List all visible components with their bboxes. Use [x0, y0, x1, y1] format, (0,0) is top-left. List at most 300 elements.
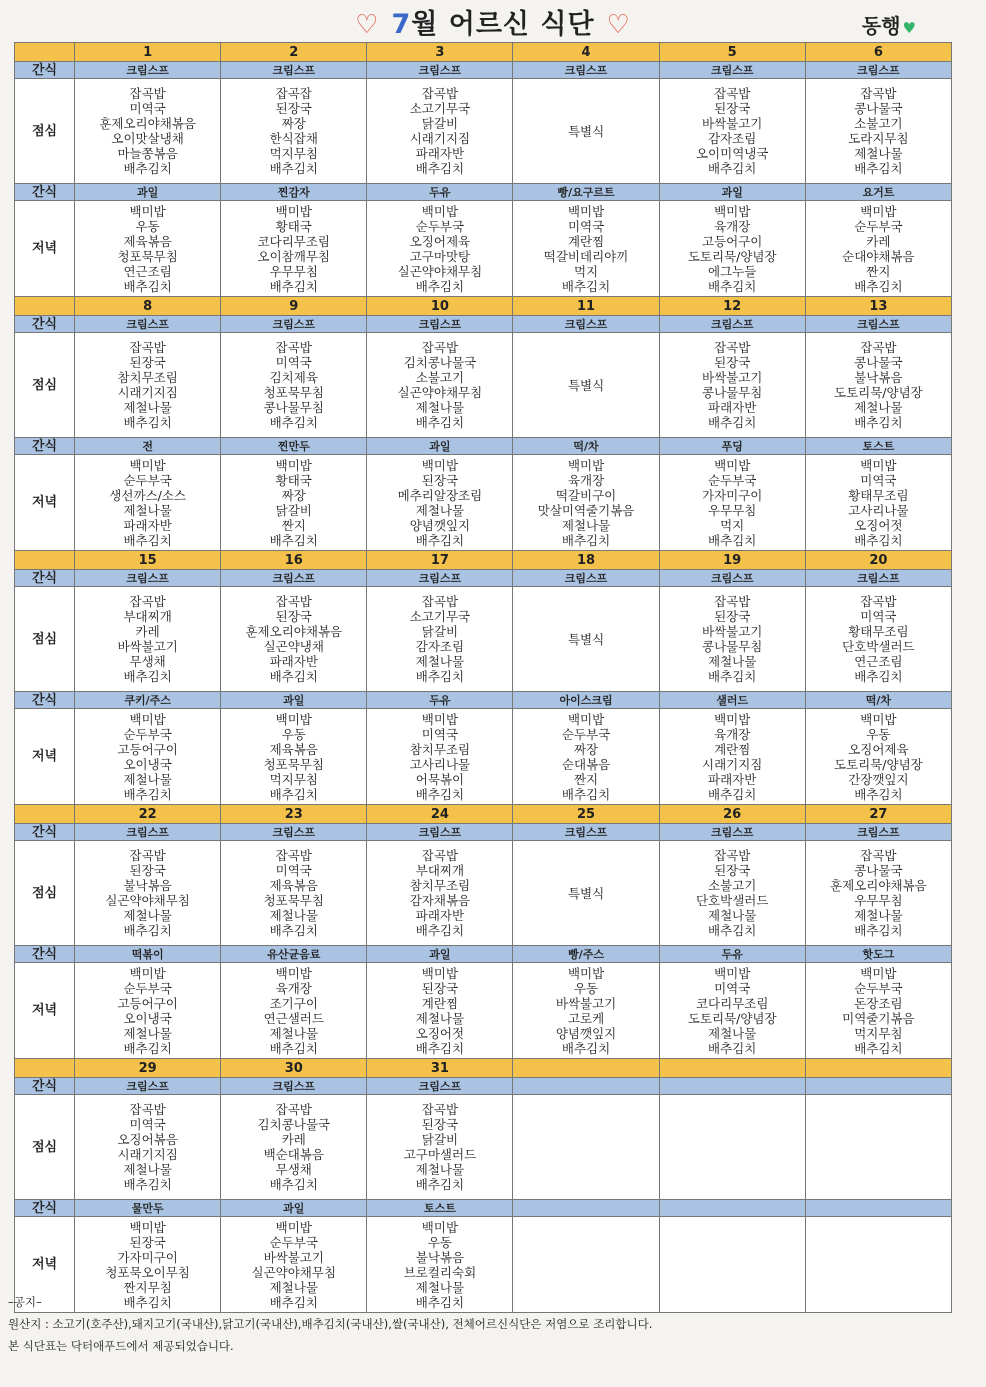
dish-item: 가자미구이	[117, 1249, 178, 1265]
dinner-menu	[513, 709, 659, 805]
dish-item: 배추김치	[708, 532, 757, 548]
pm-snack: 샐러드	[659, 692, 805, 709]
dish-item: 시래기지짐	[117, 385, 178, 400]
dish-item: 잡곡밥	[714, 340, 751, 355]
pm-snack: 아이스크림	[513, 692, 659, 709]
dinner-menu	[75, 963, 221, 1059]
pm-snack-row	[15, 438, 952, 455]
lunch-label: 점심	[15, 1095, 75, 1200]
dish-item: 미역국	[129, 1117, 166, 1132]
dish-item: 배추김치	[415, 1177, 465, 1192]
day-date: 6	[805, 43, 951, 62]
lunch-menu	[805, 587, 951, 692]
dish-item: 오징어제육	[409, 233, 471, 249]
dish-item: 미역국	[567, 218, 605, 234]
dish-item: 배추김치	[123, 161, 172, 176]
dish-item: 배추김치	[561, 786, 611, 802]
dish-item: 부대찌개	[123, 609, 172, 624]
dinner-menu	[367, 963, 513, 1059]
dish-item: 짠지	[281, 517, 306, 533]
dish-item: 바싹불고기	[117, 639, 178, 654]
lunch-menu	[659, 587, 805, 692]
dish-item: 오이냉국	[123, 756, 172, 772]
pm-snack	[513, 1200, 659, 1217]
day-date	[513, 1059, 659, 1078]
am-snack: 크림스프	[221, 824, 367, 841]
lunch-row	[15, 79, 952, 184]
dish-item: 제육볶음	[269, 741, 318, 757]
dish-item: 백미밥	[129, 965, 166, 981]
dish-item: 파래자반	[269, 654, 318, 669]
dish-item: 배추김치	[708, 1040, 757, 1056]
dish-item: 바싹불고기	[555, 995, 617, 1011]
dish-item: 배추김치	[415, 415, 465, 430]
dish-item: 배추김치	[269, 1040, 318, 1056]
am-snack-row	[15, 570, 952, 587]
dish-item: 실곤약야채무침	[397, 263, 483, 279]
dish-item: 코다리무조림	[257, 233, 330, 249]
dish-item: 백미밥	[421, 457, 459, 473]
dish-item: 양념깻잎지	[409, 517, 471, 533]
pm-snack-row	[15, 692, 952, 709]
dish-item: 소불고기	[854, 116, 903, 131]
lunch-menu	[513, 333, 659, 438]
dish-item: 청포묵무침	[117, 248, 178, 264]
month-number: 7	[391, 9, 412, 40]
heart-outline-icon: ♡	[606, 10, 631, 40]
day-date: 26	[659, 805, 805, 824]
dish-item: 배추김치	[854, 278, 903, 294]
dinner-menu	[513, 455, 659, 551]
dish-item: 한식잡채	[269, 131, 318, 146]
day-date: 27	[805, 805, 951, 824]
dish-item: 순대야채볶음	[842, 248, 915, 264]
am-snack-row	[15, 62, 952, 79]
pm-snack: 떡/차	[513, 438, 659, 455]
dish-item: 배추김치	[708, 786, 757, 802]
lunch-menu	[513, 587, 659, 692]
dish-item: 된장국	[421, 1117, 459, 1132]
dish-item: 제철나물	[269, 1025, 318, 1041]
date-row	[15, 805, 952, 824]
dish-item: 된장국	[129, 1234, 166, 1250]
dish-item: 황태국	[275, 472, 312, 488]
dish-item: 미역국	[421, 726, 459, 742]
dinner-menu	[367, 201, 513, 297]
dish-item: 제철나물	[269, 1279, 318, 1295]
dish-item: 백미밥	[275, 457, 312, 473]
dish-item: 에그누들	[708, 263, 757, 279]
dish-item: 배추김치	[415, 532, 465, 548]
lunch-menu	[659, 841, 805, 946]
lunch-menu	[221, 841, 367, 946]
dish-item: 제철나물	[708, 1025, 757, 1041]
dish-item: 잡곡밥	[275, 340, 312, 355]
dish-item: 잡곡밥	[714, 594, 751, 609]
snack-label: 간식	[15, 438, 75, 455]
dish-item: 미역줄기볶음	[842, 1010, 915, 1026]
dish-item: 제철나물	[415, 654, 465, 669]
dish-item: 배추김치	[123, 1177, 172, 1192]
dish-item: 백미밥	[275, 1219, 312, 1235]
dish-item: 무생채	[129, 654, 166, 669]
day-date: 8	[75, 297, 221, 316]
dish-item: 부대찌개	[415, 863, 465, 878]
lunch-menu	[367, 79, 513, 184]
dish-item: 잡곡밥	[129, 340, 166, 355]
dish-item: 메추리알장조림	[397, 487, 483, 503]
dish-item: 먹지	[573, 263, 599, 279]
menu-table	[14, 42, 952, 1313]
day-date: 22	[75, 805, 221, 824]
dish-item: 잡곡밥	[275, 594, 312, 609]
dish-item: 소불고기	[708, 878, 757, 893]
dish-item: 고구마샐러드	[403, 1147, 477, 1162]
dish-item: 카레	[135, 624, 160, 639]
dish-item: 잡곡밥	[275, 1102, 312, 1117]
am-snack: 크림스프	[805, 62, 951, 79]
dish-item: 된장국	[421, 472, 459, 488]
dinner-label: 저녁	[15, 1217, 75, 1313]
dish-item: 콩나물무침	[702, 639, 763, 654]
title-text: 월 어르신 식단	[411, 9, 595, 40]
dish-item: 된장국	[275, 101, 312, 116]
dish-item: 제철나물	[269, 908, 318, 923]
dish-item: 먹지무침	[854, 1025, 903, 1041]
snack-label: 간식	[15, 692, 75, 709]
dinner-label: 저녁	[15, 455, 75, 551]
dish-item: 된장국	[129, 355, 166, 370]
dish-item: 단호박샐러드	[842, 639, 915, 654]
dish-item: 된장국	[714, 101, 751, 116]
day-date	[659, 1059, 805, 1078]
am-snack: 크림스프	[75, 1078, 221, 1095]
lunch-menu	[221, 333, 367, 438]
dish-item: 우동	[573, 980, 599, 996]
dish-item: 도토리묵/양념장	[834, 756, 923, 772]
dish-item: 제철나물	[415, 502, 465, 518]
dish-item: 청포묵무침	[263, 893, 324, 908]
am-snack: 크림스프	[367, 316, 513, 333]
lunch-label: 점심	[15, 587, 75, 692]
notice-section	[8, 1291, 978, 1357]
dish-item: 오징어젓	[415, 1025, 465, 1041]
dish-item: 제철나물	[561, 517, 611, 533]
dish-item: 제육볶음	[123, 233, 172, 249]
dish-item: 된장국	[129, 863, 166, 878]
pm-snack: 과일	[659, 184, 805, 201]
dish-item: 배추김치	[708, 415, 757, 430]
dish-item: 미역국	[129, 101, 166, 116]
dish-item: 배추김치	[123, 532, 172, 548]
page-title	[0, 2, 986, 41]
am-snack: 크림스프	[75, 570, 221, 587]
day-date: 18	[513, 551, 659, 570]
dish-item: 배추김치	[269, 923, 318, 938]
dish-item: 된장국	[421, 980, 459, 996]
dinner-label: 저녁	[15, 201, 75, 297]
notice-heading: –공지–	[8, 1295, 42, 1309]
dish-item: 연근샐러드	[263, 1010, 324, 1026]
am-snack: 크림스프	[221, 316, 367, 333]
provider-notice: 본 식단표는 닥터애푸드에서 제공되었습니다.	[8, 1339, 234, 1353]
dish-item: 불낙볶음	[415, 1249, 465, 1265]
dish-item: 된장국	[714, 863, 751, 878]
dish-item: 순두부국	[123, 472, 172, 488]
date-row	[15, 551, 952, 570]
lunch-menu	[75, 1095, 221, 1200]
dish-item: 육개장	[567, 472, 605, 488]
lunch-menu	[659, 333, 805, 438]
dish-item: 우동	[281, 726, 306, 742]
dinner-menu	[75, 709, 221, 805]
dish-item: 배추김치	[854, 415, 903, 430]
dish-item: 순대볶음	[561, 756, 611, 772]
am-snack: 크림스프	[513, 316, 659, 333]
dish-item: 잡곡밥	[860, 594, 897, 609]
dish-item: 훈제오리야채볶음	[830, 878, 927, 893]
dish-item: 제철나물	[123, 908, 172, 923]
dish-item: 제육볶음	[269, 878, 318, 893]
dish-item: 미역국	[860, 609, 897, 624]
dish-item: 황태무조림	[848, 487, 909, 503]
am-snack: 크림스프	[659, 570, 805, 587]
dish-item: 소고기무국	[409, 101, 471, 116]
dish-item: 특별식	[567, 123, 605, 139]
dish-item: 떡갈비구이	[555, 487, 617, 503]
dish-item: 제철나물	[415, 1010, 465, 1026]
am-snack: 크림스프	[805, 316, 951, 333]
dish-item: 황태국	[275, 218, 312, 234]
lunch-menu	[367, 1095, 513, 1200]
dish-item: 단호박샐러드	[695, 893, 769, 908]
lunch-menu	[221, 1095, 367, 1200]
dinner-row	[15, 201, 952, 297]
pm-snack: 푸딩	[659, 438, 805, 455]
dish-item: 잡곡밥	[275, 848, 312, 863]
dish-item: 짠지	[866, 263, 891, 279]
dish-item: 카레	[281, 1132, 306, 1147]
am-snack	[513, 1078, 659, 1095]
lunch-menu	[75, 79, 221, 184]
dish-item: 브로컬리숙회	[403, 1264, 477, 1280]
dish-item: 특별식	[567, 377, 605, 393]
dish-item: 우무무침	[854, 893, 903, 908]
dish-item: 청포묵무침	[263, 756, 324, 772]
dish-item: 파래자반	[415, 146, 465, 161]
day-date: 30	[221, 1059, 367, 1078]
dish-item: 도토리묵/양념장	[687, 1010, 777, 1026]
am-snack: 크림스프	[221, 570, 367, 587]
dish-item: 콩나물무침	[702, 385, 763, 400]
snack-label: 간식	[15, 570, 75, 587]
am-snack: 크림스프	[367, 62, 513, 79]
dish-item: 조기구이	[269, 995, 318, 1011]
dish-item: 짠지무침	[123, 1279, 172, 1295]
dinner-menu	[805, 963, 951, 1059]
dish-item: 계란찜	[714, 741, 751, 757]
dish-item: 육개장	[714, 726, 751, 742]
dish-item: 바싹불고기	[702, 116, 763, 131]
dish-item: 고등어구이	[702, 233, 763, 249]
day-date: 29	[75, 1059, 221, 1078]
am-snack: 크림스프	[659, 62, 805, 79]
snack-label: 간식	[15, 1078, 75, 1095]
dish-item: 배추김치	[854, 669, 903, 684]
dish-item: 배추김치	[123, 669, 172, 684]
dish-item: 연근조림	[854, 654, 903, 669]
dish-item: 계란찜	[421, 995, 459, 1011]
dish-item: 바싹불고기	[702, 624, 763, 639]
dinner-menu	[659, 455, 805, 551]
dish-item: 백미밥	[860, 711, 897, 727]
am-snack: 크림스프	[221, 1078, 367, 1095]
dish-item: 파래자반	[415, 908, 465, 923]
dish-item: 바싹불고기	[702, 370, 763, 385]
dinner-menu	[367, 709, 513, 805]
day-date: 16	[221, 551, 367, 570]
pm-snack: 찐감자	[221, 184, 367, 201]
dish-item: 배추김치	[561, 278, 611, 294]
dinner-menu	[513, 963, 659, 1059]
dish-item: 배추김치	[123, 415, 172, 430]
day-date: 4	[513, 43, 659, 62]
dish-item: 제철나물	[123, 400, 172, 415]
dish-item: 잡곡밥	[860, 340, 897, 355]
dish-item: 김치제육	[269, 370, 318, 385]
dinner-menu	[513, 201, 659, 297]
dish-item: 배추김치	[854, 161, 903, 176]
dish-item: 훈제오리야채볶음	[245, 624, 343, 639]
dish-item: 잡곡밥	[421, 848, 459, 863]
dish-item: 배추김치	[269, 161, 318, 176]
dish-item: 콩나물무침	[263, 400, 324, 415]
dish-item: 백미밥	[567, 203, 605, 219]
snack-label: 간식	[15, 62, 75, 79]
lunch-menu	[513, 1095, 659, 1200]
dish-item: 고구마맛탕	[409, 248, 471, 264]
pm-snack: 두유	[367, 692, 513, 709]
dish-item: 배추김치	[415, 1294, 465, 1310]
am-snack: 크림스프	[513, 824, 659, 841]
dish-item: 백미밥	[714, 457, 751, 473]
dish-item: 순두부국	[854, 218, 903, 234]
dish-item: 간장깻잎지	[848, 771, 909, 787]
dish-item: 백미밥	[421, 711, 459, 727]
heart-icon: ♥	[902, 19, 916, 37]
dish-item: 잡곡밥	[421, 86, 459, 101]
snack-label: 간식	[15, 184, 75, 201]
dish-item: 김치콩나물국	[257, 1117, 330, 1132]
date-row	[15, 1059, 952, 1078]
date-row-label	[15, 1059, 75, 1078]
pm-snack: 과일	[367, 438, 513, 455]
am-snack	[659, 1078, 805, 1095]
dish-item: 콩나물국	[854, 863, 903, 878]
lunch-row	[15, 1095, 952, 1200]
dish-item: 배추김치	[415, 161, 465, 176]
lunch-menu	[805, 79, 951, 184]
dish-item: 배추김치	[854, 1040, 903, 1056]
dish-item: 제철나물	[415, 1279, 465, 1295]
dish-item: 제철나물	[708, 908, 757, 923]
dish-item: 배추김치	[269, 786, 318, 802]
dish-item: 특별식	[567, 631, 605, 647]
date-row-label	[15, 43, 75, 62]
pm-snack: 토스트	[805, 438, 951, 455]
dish-item: 잡곡밥	[421, 594, 459, 609]
dish-item: 실곤약냉채	[263, 639, 324, 654]
dish-item: 제철나물	[415, 1162, 465, 1177]
pm-snack: 요거트	[805, 184, 951, 201]
pm-snack-row	[15, 1200, 952, 1217]
dinner-menu	[805, 455, 951, 551]
am-snack: 크림스프	[221, 62, 367, 79]
dish-item: 우동	[135, 218, 160, 234]
lunch-menu	[367, 333, 513, 438]
snack-label: 간식	[15, 1200, 75, 1217]
dish-item: 오징어제육	[848, 741, 909, 757]
dinner-menu	[221, 201, 367, 297]
date-row-label	[15, 805, 75, 824]
pm-snack: 과일	[221, 1200, 367, 1217]
dish-item: 짠지	[573, 771, 599, 787]
dish-item: 콩나물국	[854, 355, 903, 370]
dish-item: 마늘쫑볶음	[117, 146, 178, 161]
am-snack: 크림스프	[367, 570, 513, 587]
dish-item: 실곤약야채무침	[251, 1264, 337, 1280]
day-date: 31	[367, 1059, 513, 1078]
dish-item: 제철나물	[854, 146, 903, 161]
dish-item: 백미밥	[714, 203, 751, 219]
dish-item: 백미밥	[421, 1219, 459, 1235]
dish-item: 도토리묵/양념장	[687, 248, 777, 264]
lunch-menu	[221, 587, 367, 692]
lunch-menu	[513, 79, 659, 184]
dish-item: 배추김치	[123, 1294, 172, 1310]
dinner-menu	[221, 963, 367, 1059]
pm-snack: 빵/요구르트	[513, 184, 659, 201]
dish-item: 미역국	[275, 355, 312, 370]
dish-item: 연근조림	[123, 263, 172, 279]
day-date: 19	[659, 551, 805, 570]
day-date: 2	[221, 43, 367, 62]
dish-item: 배추김치	[708, 923, 757, 938]
dish-item: 미역국	[860, 472, 897, 488]
dish-item: 배추김치	[415, 923, 465, 938]
dish-item: 황태무조림	[848, 624, 909, 639]
dish-item: 청포묵무침	[263, 385, 324, 400]
snack-label: 간식	[15, 824, 75, 841]
dish-item: 미역국	[275, 863, 312, 878]
dish-item: 먹지무침	[269, 771, 318, 787]
dish-item: 배추김치	[561, 532, 611, 548]
dish-item: 잡곡밥	[860, 86, 897, 101]
dish-item: 소불고기	[415, 370, 465, 385]
dish-item: 잡곡밥	[129, 848, 166, 863]
dish-item: 백미밥	[421, 965, 459, 981]
date-row	[15, 43, 952, 62]
dish-item: 닭갈비	[421, 116, 459, 131]
pm-snack: 두유	[659, 946, 805, 963]
dish-item: 잡곡밥	[421, 1102, 459, 1117]
lunch-row	[15, 587, 952, 692]
page-header	[0, 0, 986, 42]
lunch-menu	[221, 79, 367, 184]
pm-snack: 핫도그	[805, 946, 951, 963]
lunch-menu	[805, 1095, 951, 1200]
am-snack-row	[15, 824, 952, 841]
